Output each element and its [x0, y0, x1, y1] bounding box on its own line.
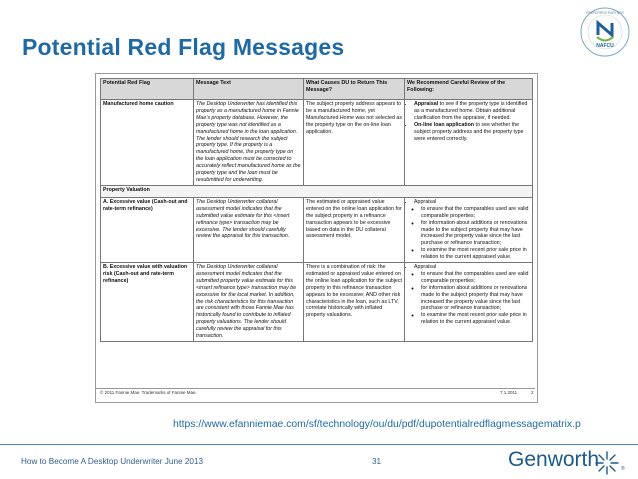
section-label: Property Valuation — [101, 185, 533, 197]
table-row — [101, 197, 533, 262]
cause-cell: There is a combination of risk: the estimated or appraised value entered on the online loan application for the subject property in this refinance transaction appears to be excessive; AND other risk characteristics in the loan, such as LTV, correlate historically with inflated property valuations. — [304, 263, 405, 342]
cause-cell: The estimated or appraised value entered on the online loan application for the subject property in a refinance transaction appears to be excessive based on data in the DU collateral assessment model. — [304, 197, 405, 262]
column-header: Message Text — [194, 79, 304, 100]
source-link[interactable]: https://www.efanniemae.com/sf/technology/ou/du/pdf/dupotentialredflagmessagematrix.p — [173, 419, 581, 430]
message-cell: The Desktop Underwriter collateral assessment model indicates that the submitted value estimate for this <insert refinance type> transaction may be excessive. The lender should carefully review the appraisal for this transaction. — [194, 197, 304, 262]
recommendation-cell — [405, 263, 533, 342]
document-page-number: 2 — [531, 390, 534, 395]
badge-ring-label: PREFERRED PARTNER — [586, 11, 624, 15]
recommendation-item: • Appraisal to see if the property type is identified as a manufactured home. Obtain additional clarification from the appraiser, if needed. — [414, 101, 530, 122]
recommendation-cell — [405, 197, 533, 262]
cause-cell: The subject property address appears to be a manufactured home, yet Manufactured Home was not selected as the property type on the on-line loan application. — [304, 100, 405, 186]
recommendation-item: • Appraisal ◦ to ensure that the comparables used are valid comparable properties; ◦ for information about additions or renovations made to the subject property that may have increased the property value since the last purchase or refinance transaction; ◦ to examine the most recent prior sale price in relation to the current appraised value. — [414, 264, 530, 326]
genworth-logo-icon — [594, 450, 620, 476]
recommendation-subitem: ◦ for information about additions or renovations made to the subject property that may have increased the property value since the last purchase or refinance transaction; — [421, 220, 530, 248]
message-cell: The Desktop Underwriter has identified this property as a manufactured home in Fannie Mae's property database. However, the property type was not identified as a manufactured home in the loan application. The lender should research the subject property type. If the property is a manufactured home, the property type on the loan application must be corrected to accurately reflect manufactured home as the property type and the loan must be resubmitted for underwriting. — [194, 100, 304, 186]
flag-cell: A. Excessive value (Cash-out and rate-term refinance) — [101, 197, 194, 262]
column-header: Potential Red Flag — [101, 79, 194, 100]
recommendation-subitem: ◦ to examine the most recent prior sale price in relation to the current appraised value. — [421, 247, 530, 261]
slide-page-number: 31 — [372, 457, 382, 466]
recommendation-cell — [405, 100, 533, 186]
registered-mark: ® — [621, 466, 625, 472]
slide-footer-text: How to Become A Desktop Underwriter June 2013 — [21, 457, 204, 466]
recommendation-subitem: ◦ for information about additions or renovations made to the subject property that may have increased the property value since the last purchase or refinance transaction; — [421, 285, 530, 313]
recommendation-item: • On-line loan application to see whether the subject property address and the property type were entered correctly. — [414, 122, 530, 143]
recommendation-subitem: ◦ to examine the most recent prior sale price in relation to the current appraised value. — [421, 312, 530, 326]
document-footer-divider — [96, 388, 535, 389]
badge-label: NAFCU — [596, 43, 614, 49]
message-cell: The Desktop Underwriter collateral assessment model indicates that the submitted property value estimate for this <insert refinance type> transaction may be excessive for the local market. In addition, the risk characteristics for this transaction are consistent with those Fannie Mae has historically found to contribute to inflated property valuations. The lender should carefully review the appraisal for this transaction. — [194, 263, 304, 342]
recommendation-subitem: ◦ to ensure that the comparables used are valid comparable properties; — [421, 271, 530, 285]
flag-cell: B. Excessive value with valuation risk (Cash-out and rate-term refinance) — [101, 263, 194, 342]
recommendation-subitem: ◦ to ensure that the comparables used are valid comparable properties; — [421, 206, 530, 220]
red-flag-table — [100, 78, 533, 342]
recommendation-item: • Appraisal ◦ to ensure that the comparables used are valid comparable properties; ◦ for information about additions or renovations made to the subject property that may have increased the property value since the last purchase or refinance transaction; ◦ to examine the most recent prior sale price in relation to the current appraised value. — [414, 199, 530, 261]
embedded-document — [95, 73, 538, 403]
document-date: 7.1.2011 — [500, 390, 518, 395]
document-copyright: © 2011 Fannie Mae. Trademarks of Fannie Mae. — [100, 390, 197, 395]
table-header-row — [101, 79, 533, 100]
slide-footer-divider — [0, 444, 638, 445]
flag-cell: Manufactured home caution — [101, 100, 194, 186]
genworth-logo-text: Genworth — [508, 448, 600, 471]
table-row — [101, 263, 533, 342]
column-header: What Causes DU to Return This Message? — [304, 79, 405, 100]
table-row — [101, 100, 533, 186]
nafcu-preferred-partner-badge — [579, 6, 631, 58]
slide-title: Potential Red Flag Messages — [22, 34, 345, 60]
section-row — [101, 185, 533, 197]
column-header: We Recommend Careful Review of the Following: — [405, 79, 533, 100]
